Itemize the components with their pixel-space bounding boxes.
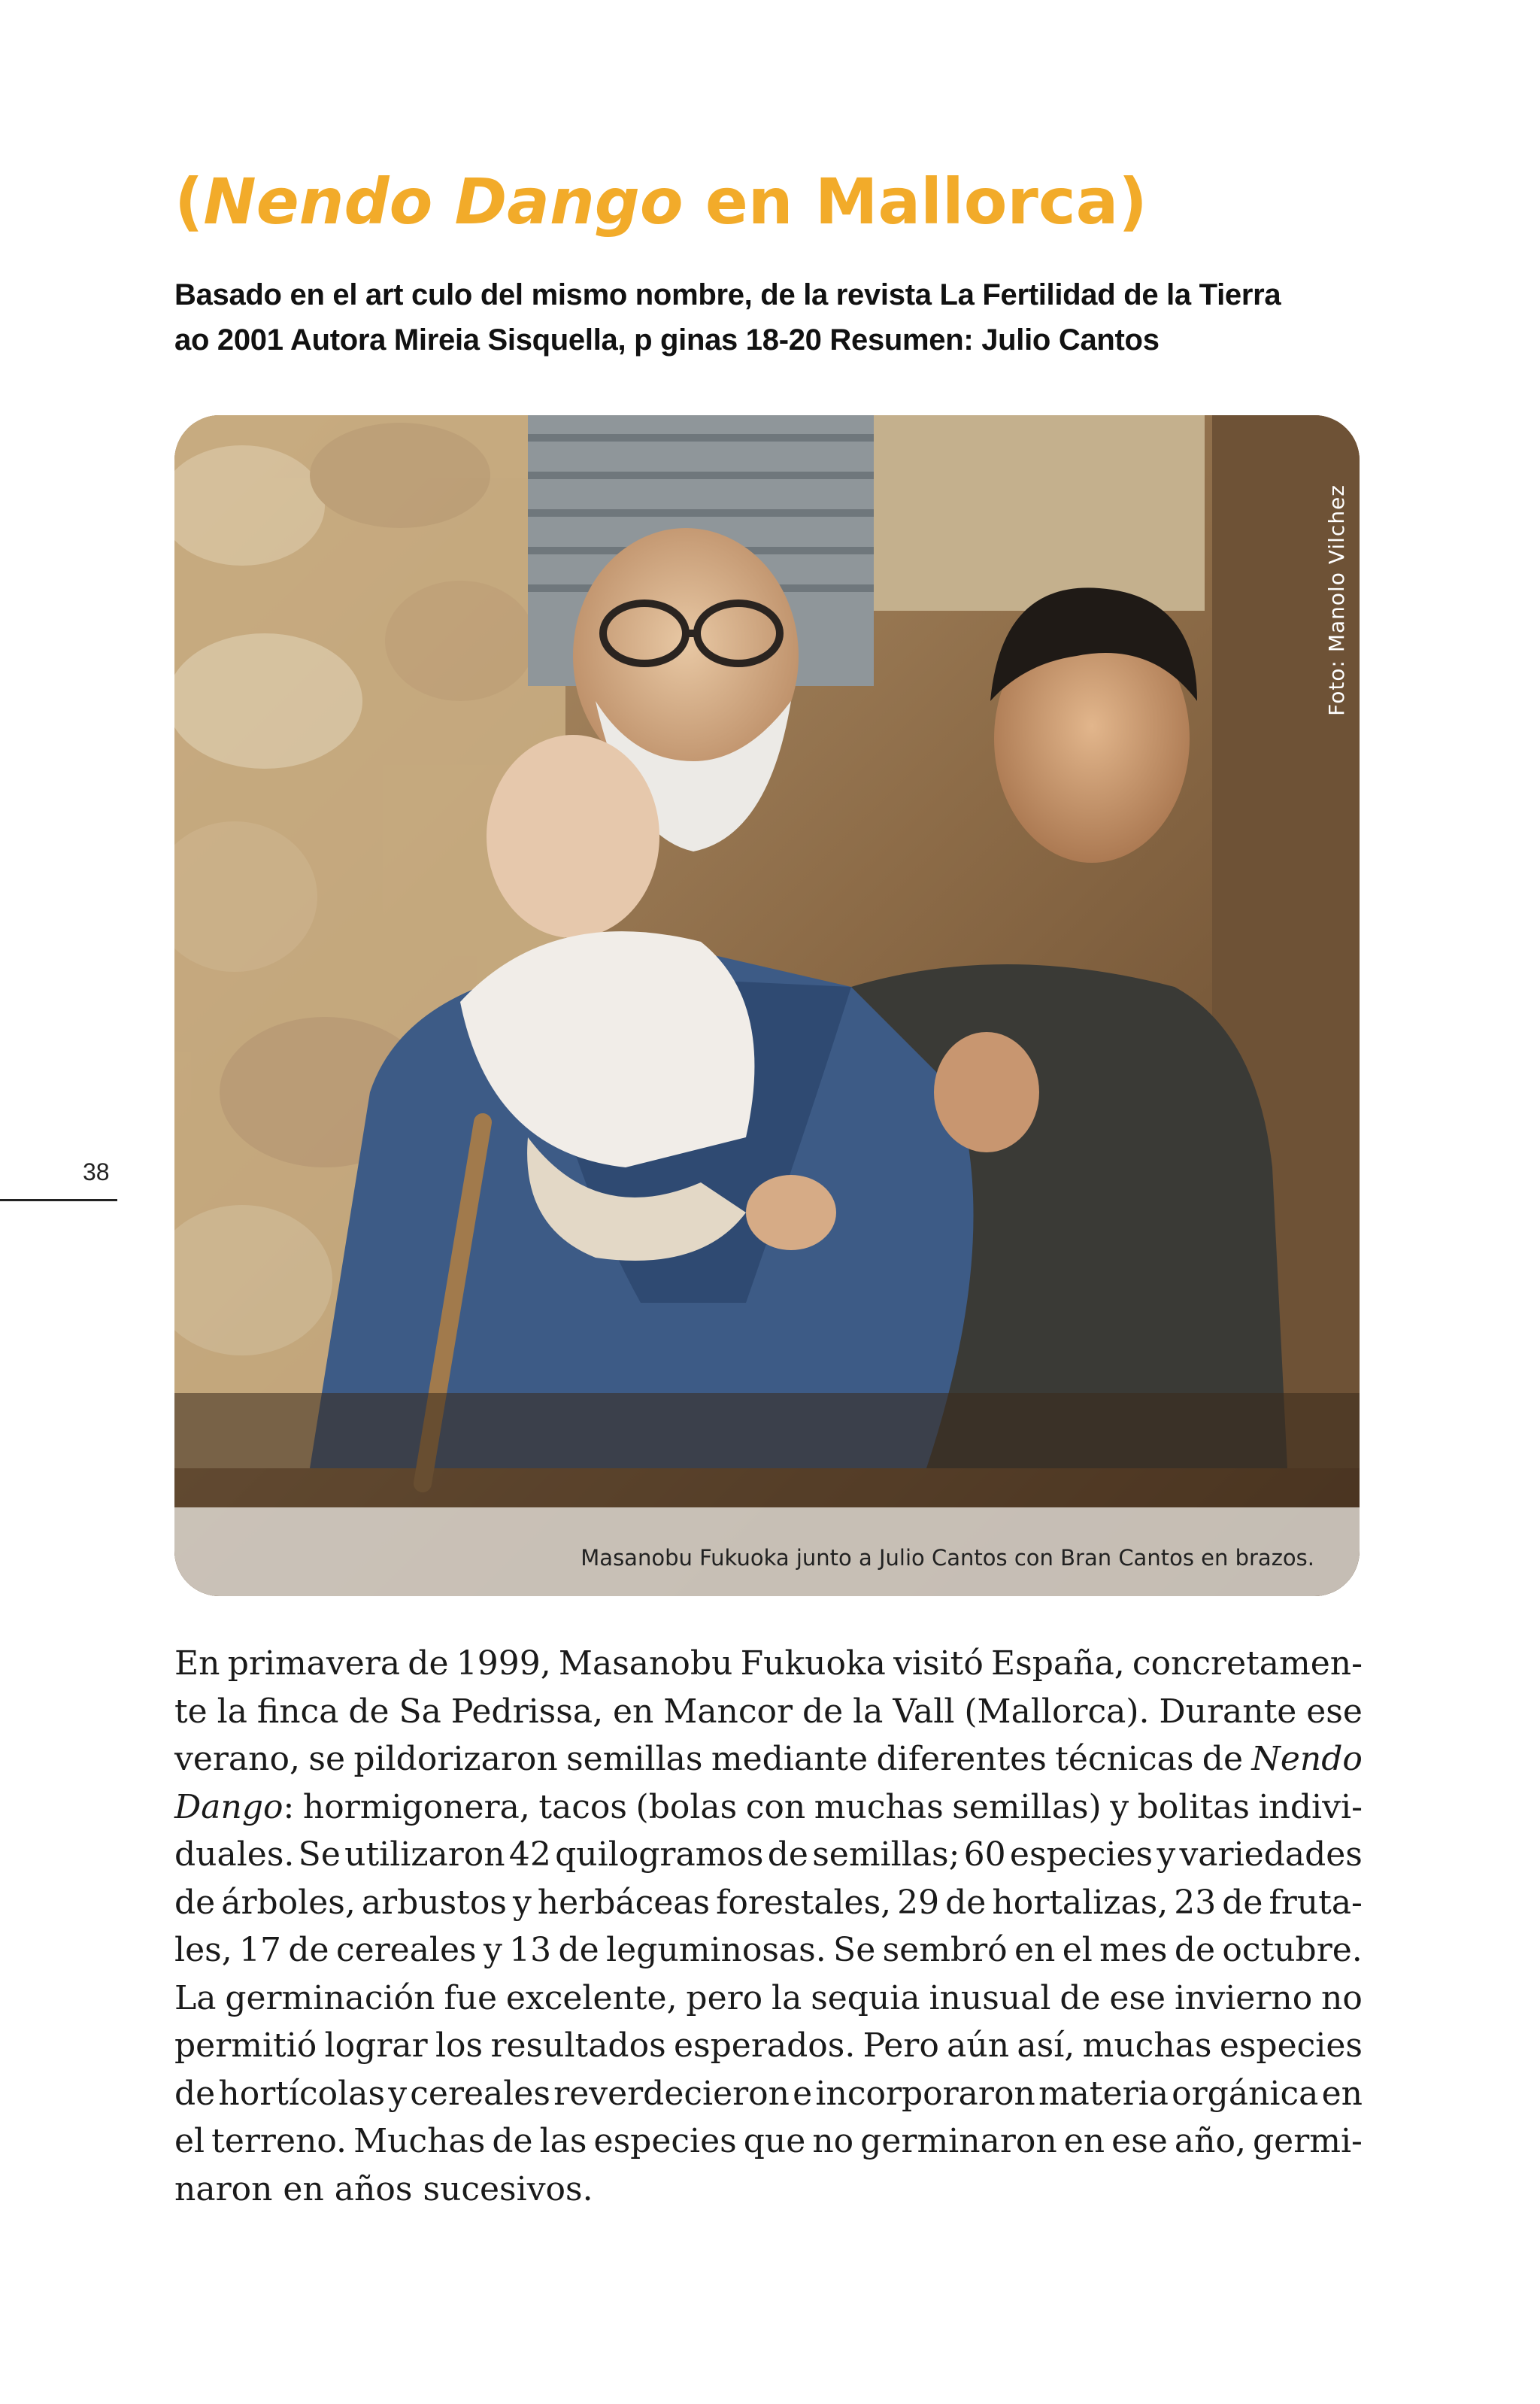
body-line [174, 2070, 1363, 2118]
body-word: (bolas [635, 1787, 738, 1826]
body-word: el [1062, 1931, 1093, 1969]
page-number-rule [0, 1199, 117, 1201]
body-word: materia [1038, 2074, 1169, 2113]
body-word: diferentes [876, 1740, 1047, 1778]
body-word: ese [1109, 1978, 1166, 2017]
body-word: de [492, 2122, 533, 2160]
body-word: germinaron [860, 2122, 1057, 2160]
body-word: les, [174, 1931, 232, 1969]
body-word: Vall [893, 1692, 955, 1731]
body-word: ese [1111, 2122, 1168, 2160]
body-line [174, 1783, 1363, 1832]
body-word: no [812, 2122, 854, 2160]
body-word: y [1157, 1835, 1176, 1874]
article-subtitle [174, 272, 1378, 363]
body-word: de [1060, 1978, 1101, 2017]
body-word: la [772, 1978, 802, 2017]
page-number: 38 [83, 1158, 110, 1185]
body-word: los [435, 2026, 484, 2065]
body-word: así, [1017, 2026, 1075, 2065]
body-word: de [802, 1692, 844, 1731]
body-word: en [1063, 2122, 1105, 2160]
body-word: lograr [324, 2026, 428, 2065]
body-word: e [793, 2074, 813, 2113]
body-word: sucesivos. [423, 2169, 593, 2208]
body-word: (Mallorca). [964, 1692, 1150, 1731]
body-word: sembró [882, 1931, 1008, 1969]
body-word: Se [298, 1835, 341, 1874]
body-line [174, 1879, 1363, 1927]
body-word: hortícolas [218, 2074, 386, 2113]
body-word: 60 [963, 1835, 1006, 1874]
body-word: naron [174, 2169, 283, 2208]
body-word: indivi- [1258, 1787, 1363, 1826]
article-photo [174, 415, 1360, 1596]
body-word: concretamen- [1132, 1644, 1363, 1683]
body-word: y [512, 1883, 532, 1922]
body-word: semillas) [952, 1787, 1102, 1826]
body-word: inusual [929, 1978, 1051, 2017]
body-word: no [1321, 1978, 1363, 2017]
body-word: primavera [227, 1644, 401, 1683]
photo-credit: Foto: Manolo Vilchez [1324, 484, 1349, 716]
body-word: germi- [1252, 2122, 1363, 2160]
body-line [174, 1831, 1363, 1879]
body-word: fue [444, 1978, 497, 2017]
body-word: invierno [1174, 1978, 1313, 2017]
body-word: ese [1306, 1692, 1363, 1731]
body-word: semillas; [812, 1835, 960, 1874]
body-word: el [174, 2122, 205, 2160]
body-line [174, 1974, 1363, 2023]
body-word: la [853, 1692, 884, 1731]
body-word: forestales, [716, 1883, 892, 1922]
body-word: Pero [862, 2026, 939, 2065]
body-word: técnicas [1055, 1740, 1194, 1778]
body-word: aún [947, 2026, 1010, 2065]
body-line [174, 2117, 1363, 2166]
body-word: de [1174, 1931, 1216, 1969]
body-word: Se [833, 1931, 876, 1969]
body-word: Mancor [663, 1692, 793, 1731]
body-word: España, [991, 1644, 1125, 1683]
body-word: herbáceas [537, 1883, 711, 1922]
body-word: variedades [1179, 1835, 1363, 1874]
body-line [174, 1735, 1363, 1783]
body-word: En [174, 1644, 220, 1683]
body-word: mediante [711, 1740, 869, 1778]
subtitle-line-1: Basado en el art culo del mismo nombre, de la revista La Fertilidad de la Tierra [174, 278, 1281, 311]
body-word: hormigonera, [302, 1787, 530, 1826]
body-word: utilizaron [344, 1835, 505, 1874]
body-word: especies [1009, 1835, 1153, 1874]
body-word: hortalizas, [992, 1883, 1169, 1922]
body-line [174, 1640, 1363, 1688]
body-word: verano, [174, 1740, 300, 1778]
body-line [174, 1926, 1363, 1974]
body-word: la [217, 1692, 247, 1731]
body-word: de [558, 1931, 599, 1969]
body-word: Pedrissa, [450, 1692, 604, 1731]
body-word: terreno. [211, 2122, 347, 2160]
body-word: 29 [897, 1883, 940, 1922]
body-word: árboles, [221, 1883, 356, 1922]
body-word: de [408, 1644, 449, 1683]
body-word: semillas [566, 1740, 703, 1778]
body-word: en [612, 1692, 654, 1731]
body-word: muchas [814, 1787, 944, 1826]
body-word: Durante [1159, 1692, 1297, 1731]
body-word: Muchas [353, 2122, 486, 2160]
body-word: octubre. [1222, 1931, 1363, 1969]
body-word: Sa [399, 1692, 441, 1731]
body-word: de [1202, 1740, 1243, 1778]
body-word: bolitas [1137, 1787, 1250, 1826]
body-word: sequia [811, 1978, 920, 2017]
photo-illustration [174, 415, 1360, 1596]
body-word: año, [1174, 2122, 1246, 2160]
body-word: de [348, 1692, 390, 1731]
body-word: visitó [893, 1644, 984, 1683]
body-word: 13 [509, 1931, 552, 1969]
body-word: en [1321, 2074, 1363, 2113]
body-word: de [174, 1883, 216, 1922]
body-word: Dango: [174, 1787, 295, 1826]
body-word: tacos [538, 1787, 627, 1826]
body-word: y [483, 1931, 502, 1969]
body-word: excelente, [505, 1978, 678, 2017]
body-word: reverdecieron [553, 2074, 790, 2113]
body-word: de [288, 1931, 329, 1969]
body-word: 17 [239, 1931, 282, 1969]
article-title: (Nendo Dango en Mallorca) [174, 165, 1147, 238]
body-word: de [174, 2074, 216, 2113]
body-line [174, 2022, 1363, 2070]
body-word: en [283, 2169, 335, 2208]
body-word: cereales [335, 1931, 477, 1969]
body-word: quilogramos [555, 1835, 764, 1874]
subtitle-line-2: ao 2001 Autora Mireia Sisquella, p ginas 18-20 Resumen: Julio Cantos [174, 323, 1160, 357]
body-word: especies [1219, 2026, 1363, 2065]
body-word: de [1222, 1883, 1263, 1922]
body-word: La [174, 1978, 217, 2017]
body-word: y [388, 2074, 408, 2113]
body-word: especies [593, 2122, 737, 2160]
body-word: 42 [508, 1835, 551, 1874]
body-word: pildorizaron [353, 1740, 558, 1778]
body-word: Nendo [1251, 1740, 1363, 1778]
body-word: fruta- [1269, 1883, 1363, 1922]
body-paragraph [174, 1640, 1363, 2213]
body-word: Fukuoka [740, 1644, 886, 1683]
body-word: incorporaron [815, 2074, 1035, 2113]
body-word: de [945, 1883, 987, 1922]
body-word: mes [1099, 1931, 1168, 1969]
body-word: años [334, 2169, 423, 2208]
body-word: esperados. [674, 2026, 856, 2065]
body-word: pero [686, 1978, 763, 2017]
body-word: que [743, 2122, 806, 2160]
body-word: y [1110, 1787, 1129, 1826]
body-word: 1999, [456, 1644, 551, 1683]
body-word: orgánica [1172, 2074, 1319, 2113]
title-italic-part: Nendo Dango [203, 165, 684, 238]
body-word: de [767, 1835, 808, 1874]
body-word: cereales [410, 2074, 550, 2113]
body-word: te [174, 1692, 208, 1731]
body-word: las [539, 2122, 587, 2160]
photo-caption: Masanobu Fukuoka junto a Julio Cantos con Bran Cantos en brazos. [581, 1545, 1314, 1571]
body-word: duales. [174, 1835, 295, 1874]
body-word: con [745, 1787, 806, 1826]
body-word: finca [256, 1692, 339, 1731]
body-word: arbustos [361, 1883, 507, 1922]
body-word: Masanobu [558, 1644, 733, 1683]
body-word: germinación [225, 1978, 435, 2017]
body-word: resultados [490, 2026, 666, 2065]
body-line [174, 1688, 1363, 1736]
body-word: permitió [174, 2026, 317, 2065]
body-line [174, 2166, 1363, 2214]
body-word: en [1014, 1931, 1056, 1969]
body-word: muchas [1082, 2026, 1212, 2065]
body-word: se [308, 1740, 345, 1778]
body-word: leguminosas. [606, 1931, 826, 1969]
body-word: 23 [1174, 1883, 1217, 1922]
